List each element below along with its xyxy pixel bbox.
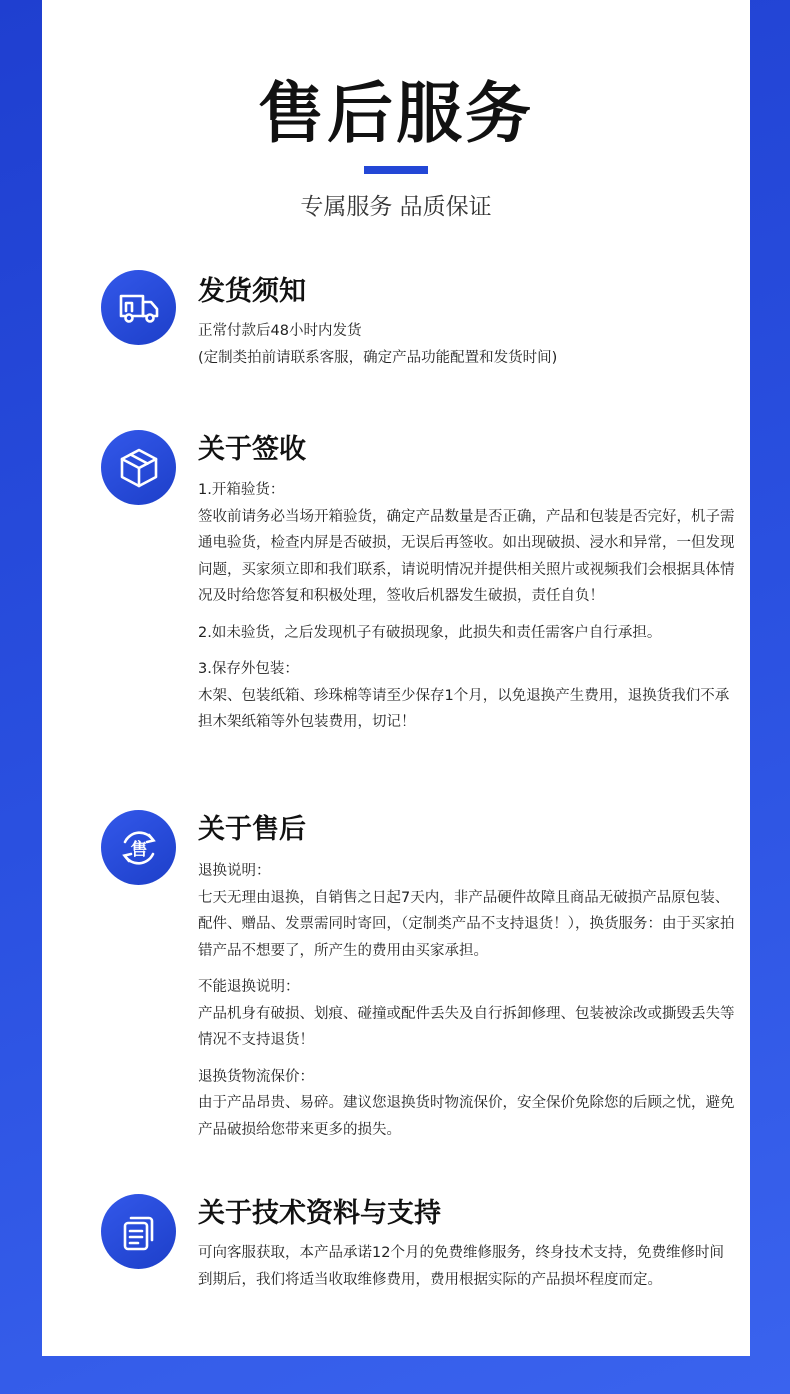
paragraph-lead: 退换货物流保价： [198,1068,314,1085]
paragraph-lead: 退换说明： [198,863,271,879]
content-panel [42,0,750,1356]
section-body [198,858,738,1153]
paragraph-text: 七天无理由退换，自销售之日起7天内，非产品硬件故障且商品无破损产品原包装、配件、赠品、发票需同时寄回，（定制类产品不支持退货！），换货服务：由于买家拍错产品不想要了，所产生的费用由买家承担。 [198,889,735,959]
paragraph [198,1064,738,1144]
paragraph [198,345,738,372]
page-title: 售后服务 [258,75,534,152]
paragraph-lead: 1.开箱验货： [198,482,285,498]
paragraph [198,620,738,647]
after-sales-icon-char: 售 [130,839,147,860]
paragraph-text: 2.如未验货，之后发现机子有破损现象，此损失和责任需客户自行承担。 [198,624,662,641]
paragraph [198,974,738,1054]
title-underline [364,166,428,174]
paragraph [198,656,738,736]
section-body [198,477,738,746]
page-subtitle: 专属服务 品质保证 [300,194,492,220]
paragraph [198,1240,738,1293]
section-title: 关于签收 [198,434,306,465]
paragraph-text: 产品机身有破损、划痕、碰撞或配件丢失及自行拆卸修理、包装被涂改或撕毁丢失等情况不支持退货！ [198,1005,735,1048]
paragraph-text: (定制类拍前请联系客服，确定产品功能配置和发货时间) [198,349,558,366]
paragraph-lead: 3.保存外包装： [198,661,299,677]
paragraph-lead: 不能退换说明： [198,979,300,995]
paragraph-text: 签收前请务必当场开箱验货，确定产品数量是否正确，产品和包装是否完好，机子需通电验货，检查内屏是否破损，无误后再签收。如出现破损、浸水和异常，一但发现问题，买家须立即和我们联系，请说明情况并提供相关照片或视频我们会根据具体情况及时给您答复和积极处理，签收后机器发生破损，责任自负！ [198,508,735,604]
paragraph [198,477,738,610]
document-copy-icon [101,1194,176,1269]
section-title: 关于售后 [198,814,306,845]
section-title: 关于技术资料与支持 [198,1198,441,1229]
truck-icon [101,270,176,345]
package-box-icon [101,430,176,505]
paragraph-text: 正常付款后48小时内发货 [198,323,362,339]
paragraph [198,858,738,964]
paragraph [198,318,738,345]
paragraph-text: 木架、包装纸箱、珍珠棉等请至少保存1个月，以免退换产生费用，退换货我们不承担木架纸箱等外包装费用，切记！ [198,687,730,730]
section-body [198,1240,738,1303]
section-body [198,318,738,371]
paragraph-text: 由于产品昂贵、易碎。建议您退换货时物流保价，安全保价免除您的后顾之忧，避免产品破损给您带来更多的损失。 [198,1095,735,1138]
section-title: 发货须知 [198,276,306,307]
after-sales-icon [101,810,176,885]
paragraph-text: 可向客服获取，本产品承诺12个月的免费维修服务，终身技术支持，免费维修时间到期后，我们将适当收取维修费用，费用根据实际的产品损坏程度而定。 [198,1245,724,1288]
